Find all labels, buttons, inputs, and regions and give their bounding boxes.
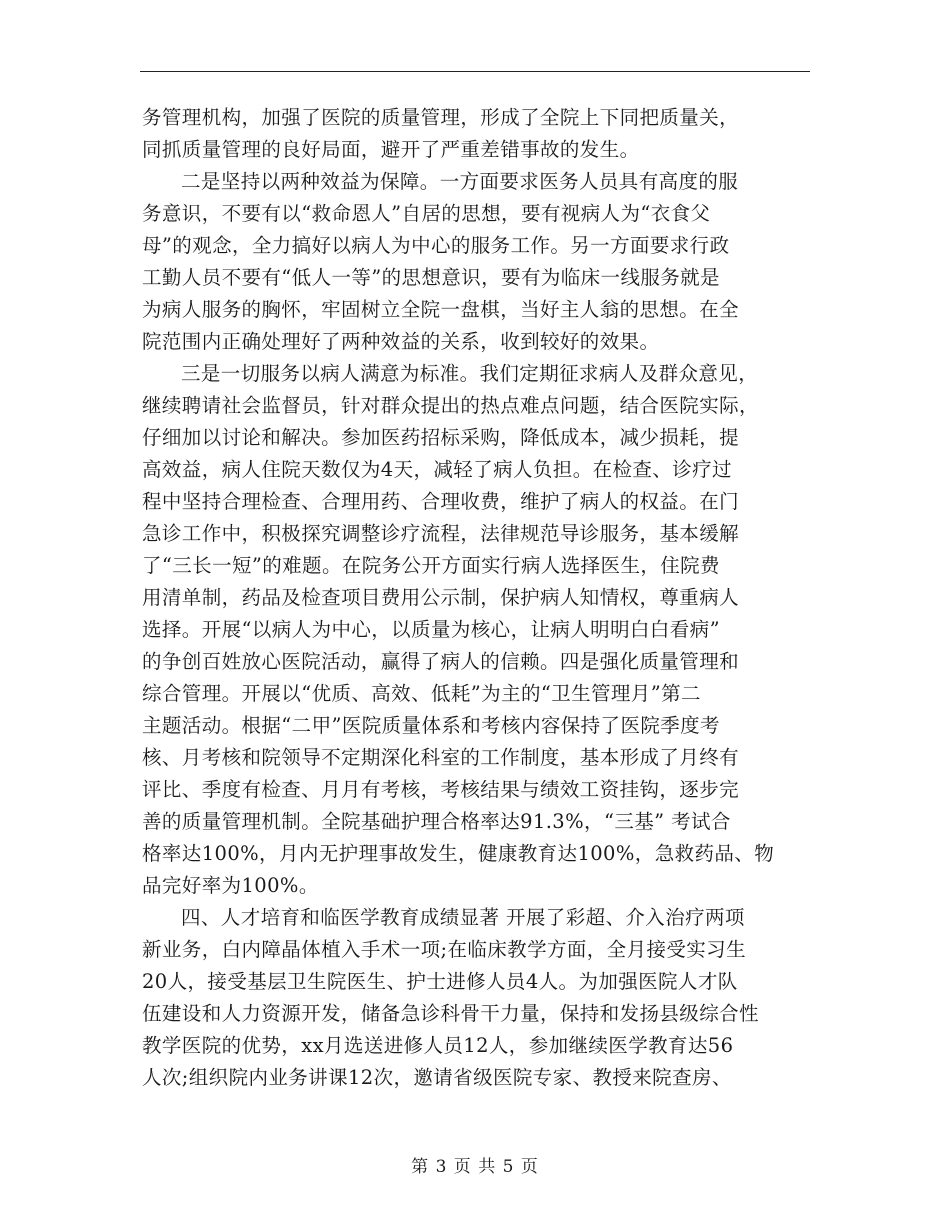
text-line: 仔细加以讨论和解决。参加医药招标采购，降低成本，减少损耗，提 <box>142 426 740 449</box>
text-line: 的争创百姓放心医院活动，赢得了病人的信赖。四是强化质量管理和 <box>142 650 740 673</box>
text-line: 继续聘请社会监督员，针对群众提出的热点难点问题，结合医院实际， <box>142 394 759 417</box>
text-line: 20人，接受基层卫生院医生、护士进修人员4人。为加强医院人才队 <box>142 970 738 993</box>
text-line: 用清单制，药品及检查项目费用公示制，保护病人知情权，尊重病人 <box>142 586 740 609</box>
text-line: 伍建设和人力资源开发，储备急诊科骨干力量，保持和发扬县级综合性 <box>142 1002 759 1025</box>
text-line: 同抓质量管理的良好局面，避开了严重差错事故的发生。 <box>142 138 640 161</box>
text-line: 评比、季度有检查、月月有考核，考核结果与绩效工资挂钩，逐步完 <box>142 778 740 801</box>
text-line: 三是一切服务以病人满意为标准。我们定期征求病人及群众意见， <box>181 362 759 385</box>
text-line: 主题活动。根据“二甲”医院质量体系和考核内容保持了医院季度考 <box>142 714 720 737</box>
text-line: 品完好率为100%。 <box>142 874 319 897</box>
text-line: 母”的观念，全力搞好以病人为中心的服务工作。另一方面要求行政 <box>142 234 730 257</box>
text-line: 四、人才培育和临医学教育成绩显著 开展了彩超、介入治疗两项 <box>181 906 745 929</box>
header-rule <box>140 71 810 72</box>
text-line: 工勤人员不要有“低人一等”的思想意识，要有为临床一线服务就是 <box>142 266 720 289</box>
text-line: 务意识，不要有以“救命恩人”自居的思想，要有视病人为“衣食父 <box>142 202 711 225</box>
text-line: 格率达100%，月内无护理事故发生，健康教育达100%，急救药品、物 <box>142 842 775 865</box>
text-line: 了“三长一短”的难题。在院务公开方面实行病人选择医生，住院费 <box>142 554 720 577</box>
text-line: 善的质量管理机制。全院基础护理合格率达91.3%，“三基” 考试合 <box>142 810 731 833</box>
text-line: 高效益，病人住院天数仅为4天，减轻了病人负担。在检查、诊疗过 <box>142 458 732 481</box>
text-line: 选择。开展“以病人为中心，以质量为核心，让病人明明白白看病” <box>142 618 720 641</box>
page-number-footer: 第 3 页 共 5 页 <box>411 1157 539 1177</box>
text-line: 综合管理。开展以“优质、高效、低耗”为主的“卫生管理月”第二 <box>142 682 701 705</box>
text-line: 教学医院的优势，xx月选送进修人员12人，参加继续医学教育达56 <box>142 1034 734 1057</box>
text-line: 新业务，白内障晶体植入手术一项;在临床教学方面，全月接受实习生 <box>142 938 746 961</box>
text-line: 急诊工作中，积极探究调整诊疗流程，法律规范导诊服务，基本缓解 <box>142 522 740 545</box>
text-line: 院范围内正确处理好了两种效益的关系，收到较好的效果。 <box>142 330 660 353</box>
text-line: 程中坚持合理检查、合理用药、合理收费，维护了病人的权益。在门 <box>142 490 740 513</box>
text-line: 人次;组织院内业务讲课12次，邀请省级医院专家、教授来院查房、 <box>142 1066 732 1089</box>
text-line: 二是坚持以两种效益为保障。一方面要求医务人员具有高度的服 <box>181 170 739 193</box>
body-text <box>142 102 810 1094</box>
text-line: 为病人服务的胸怀，牢固树立全院一盘棋，当好主人翁的思想。在全 <box>142 298 740 321</box>
text-line: 核、月考核和院领导不定期深化科室的工作制度，基本形成了月终有 <box>142 746 740 769</box>
text-line: 务管理机构，加强了医院的质量管理，形成了全院上下同把质量关， <box>142 106 740 129</box>
